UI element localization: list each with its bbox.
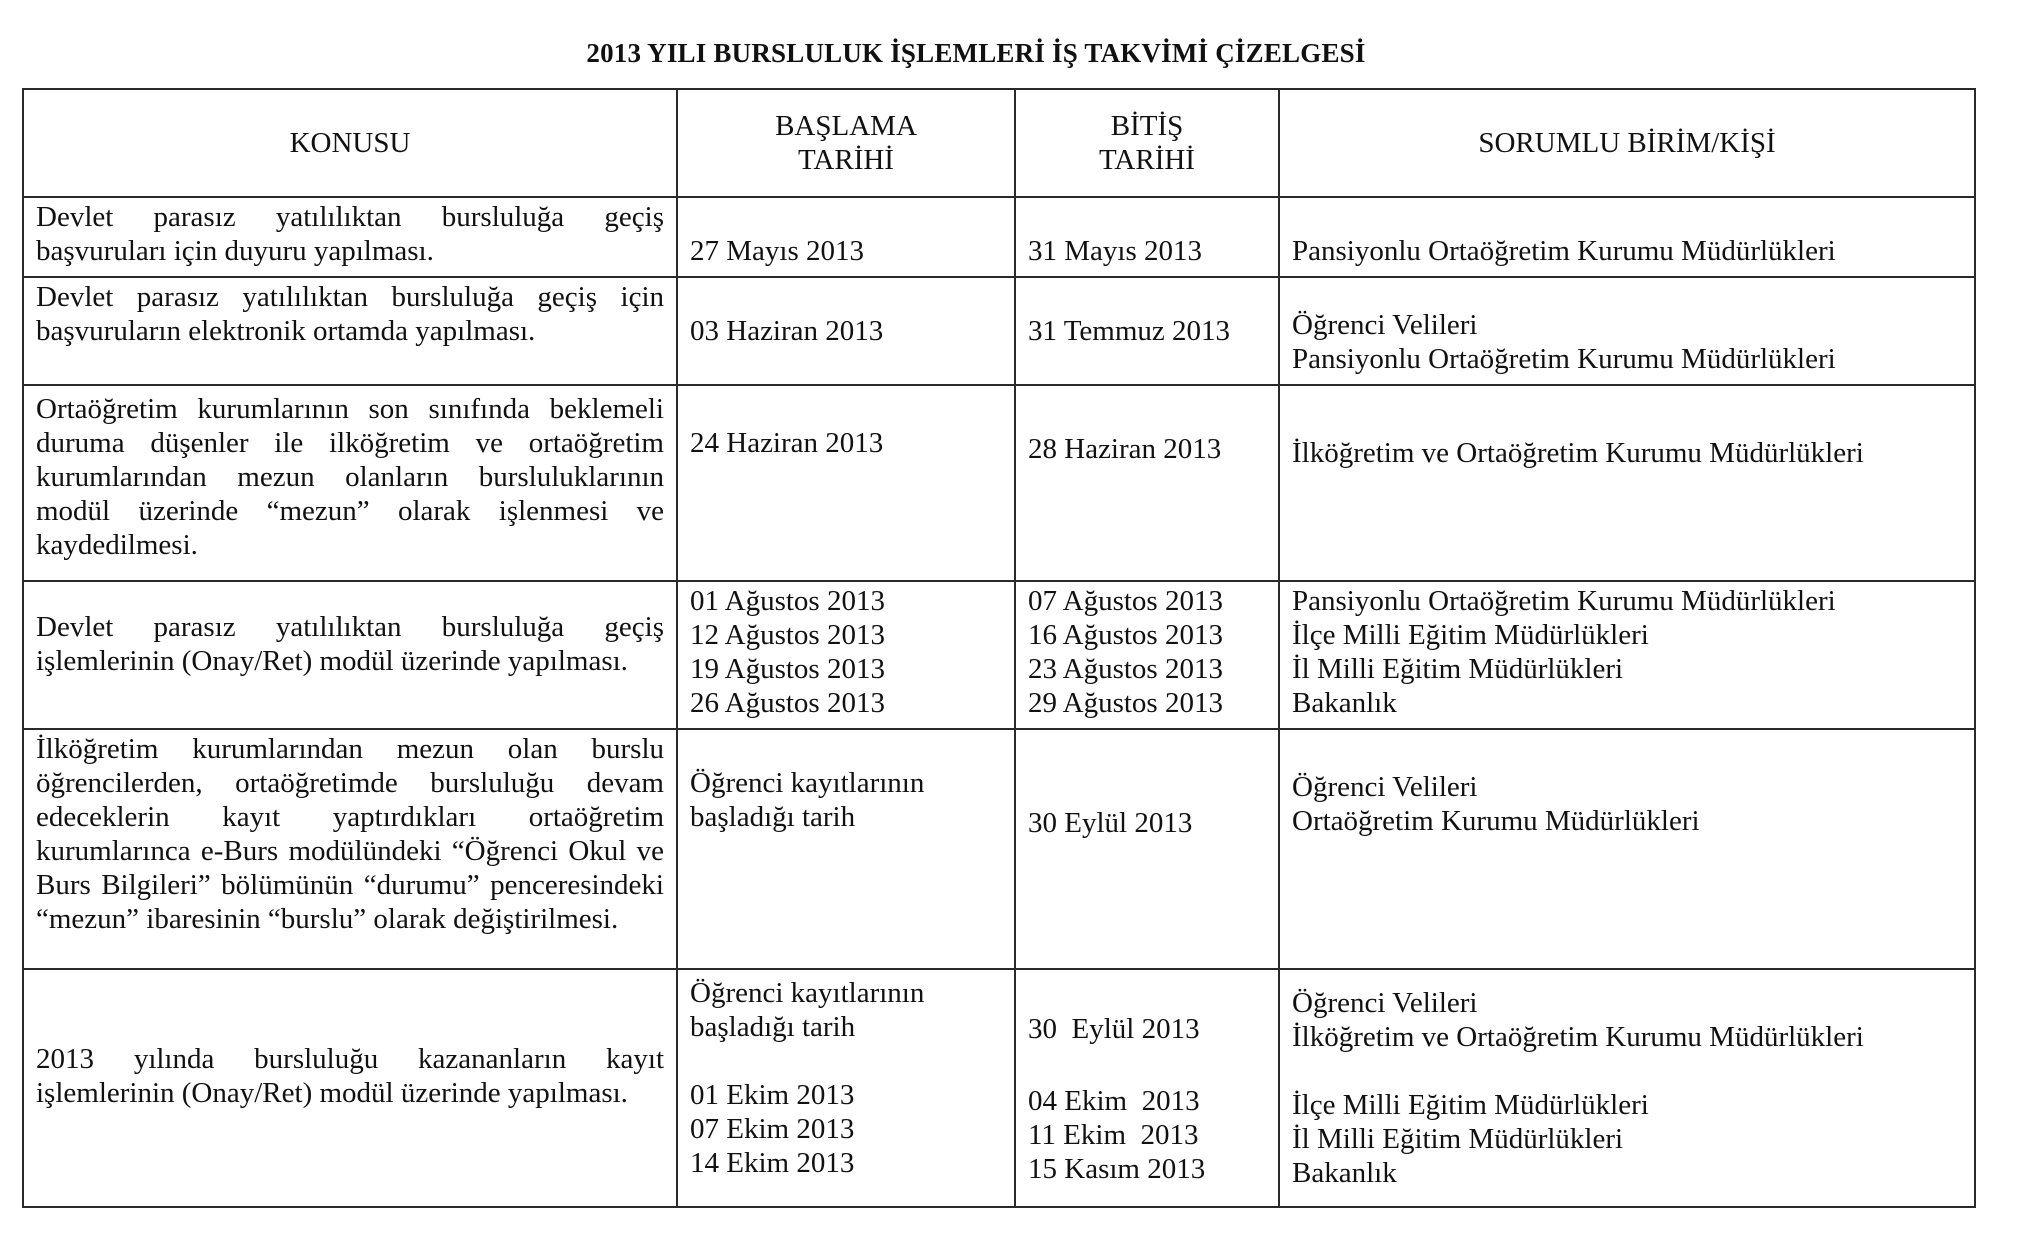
- date-text: 01 Ağustos 2013: [690, 585, 885, 617]
- bitis-cell: [1015, 969, 1279, 1207]
- header-bitis: [1015, 89, 1279, 197]
- baslama-cell: [677, 729, 1015, 969]
- header-baslama-line1: BAŞLAMA: [775, 110, 917, 142]
- date-text: 29 Ağustos 2013: [1028, 687, 1223, 719]
- responsible-text: Öğrenci Velileri: [1292, 987, 1478, 1019]
- table-row: [23, 969, 1975, 1207]
- header-konu: KONUSU: [23, 89, 677, 197]
- table-row: [23, 581, 1975, 729]
- header-bitis-line1: BİTİŞ: [1110, 110, 1184, 142]
- responsible-text: Pansiyonlu Ortaöğretim Kurumu Müdürlükleri: [1292, 235, 1836, 267]
- date-text: 27 Mayıs 2013: [690, 235, 864, 267]
- konu-cell: Devlet parasız yatılılıktan bursluluğa geçiş için başvuruların elektronik ortamda yapılması.: [23, 277, 677, 385]
- date-text: Öğrenci kayıtlarının: [690, 767, 925, 799]
- sorumlu-cell: [1279, 197, 1975, 277]
- bitis-cell: [1015, 581, 1279, 729]
- header-baslama-line2: TARİHİ: [798, 144, 894, 176]
- bitis-cell: [1015, 277, 1279, 385]
- responsible-text: İlköğretim ve Ortaöğretim Kurumu Müdürlükleri: [1292, 437, 1864, 469]
- baslama-cell: [677, 581, 1015, 729]
- sorumlu-cell: [1279, 277, 1975, 385]
- bitis-cell: [1015, 729, 1279, 969]
- responsible-text: İl Milli Eğitim Müdürlükleri: [1292, 1123, 1624, 1155]
- date-text: 31 Temmuz 2013: [1028, 315, 1231, 347]
- date-text: 14 Ekim 2013: [690, 1147, 855, 1179]
- responsible-text: Ortaöğretim Kurumu Müdürlükleri: [1292, 805, 1700, 837]
- header-baslama: [677, 89, 1015, 197]
- sorumlu-cell: [1279, 385, 1975, 581]
- konu-cell: İlköğretim kurumlarından mezun olan burslu öğrencilerden, ortaöğretimde bursluluğu devam edeceklerin kayıt yaptırdıkları ortaöğretim kurumlarınca e-Burs modülündeki “Öğrenci Okul ve Burs Bilgileri” bölümünün “durumu” penceresindeki “mezun” ibaresinin “burslu” olarak değiştirilmesi.: [23, 729, 677, 969]
- konu-cell: Ortaöğretim kurumlarının son sınıfında beklemeli duruma düşenler ile ilköğretim ve ortaöğretim kurumlarından mezun olanların bursluluklarının modül üzerinde “mezun” olarak işlenmesi ve kaydedilmesi.: [23, 385, 677, 581]
- sorumlu-cell: [1279, 729, 1975, 969]
- responsible-text: Pansiyonlu Ortaöğretim Kurumu Müdürlükleri: [1292, 585, 1836, 617]
- date-text: 23 Ağustos 2013: [1028, 653, 1223, 685]
- sorumlu-cell: [1279, 581, 1975, 729]
- table-row: [23, 729, 1975, 969]
- baslama-cell: [677, 385, 1015, 581]
- date-text: 04 Ekim 2013: [1028, 1085, 1200, 1117]
- responsible-text: Bakanlık: [1292, 1157, 1397, 1189]
- schedule-table: [22, 88, 1976, 1208]
- date-text: 31 Mayıs 2013: [1028, 235, 1202, 267]
- date-text: 12 Ağustos 2013: [690, 619, 885, 651]
- responsible-text: Öğrenci Velileri: [1292, 309, 1478, 341]
- date-text: 30 Eylül 2013: [1028, 1013, 1200, 1045]
- date-text: 11 Ekim 2013: [1028, 1119, 1199, 1151]
- responsible-text: Pansiyonlu Ortaöğretim Kurumu Müdürlükleri: [1292, 343, 1836, 375]
- date-text: 01 Ekim 2013: [690, 1079, 855, 1111]
- table-row: [23, 197, 1975, 277]
- konu-cell: 2013 yılında bursluluğu kazananların kayıt işlemlerinin (Onay/Ret) modül üzerinde yapılması.: [23, 969, 677, 1207]
- date-text: 26 Ağustos 2013: [690, 687, 885, 719]
- responsible-text: İlçe Milli Eğitim Müdürlükleri: [1292, 1089, 1649, 1121]
- baslama-cell: [677, 277, 1015, 385]
- date-text: 19 Ağustos 2013: [690, 653, 885, 685]
- responsible-text: İlçe Milli Eğitim Müdürlükleri: [1292, 619, 1649, 651]
- date-text: 28 Haziran 2013: [1028, 433, 1222, 465]
- date-text: başladığı tarih: [690, 1011, 856, 1043]
- date-text: Öğrenci kayıtlarının: [690, 977, 925, 1009]
- table-row: [23, 277, 1975, 385]
- responsible-text: Bakanlık: [1292, 687, 1397, 719]
- konu-cell: Devlet parasız yatılılıktan bursluluğa geçiş başvuruları için duyuru yapılması.: [23, 197, 677, 277]
- header-row: [23, 89, 1975, 197]
- date-text: 07 Ağustos 2013: [1028, 585, 1223, 617]
- date-text: 15 Kasım 2013: [1028, 1153, 1206, 1185]
- page-title: 2013 YILI BURSLULUK İŞLEMLERİ İŞ TAKVİMİ ÇİZELGESİ: [586, 38, 1366, 68]
- sorumlu-cell: [1279, 969, 1975, 1207]
- responsible-text: Öğrenci Velileri: [1292, 771, 1478, 803]
- date-text: 07 Ekim 2013: [690, 1113, 855, 1145]
- bitis-cell: [1015, 197, 1279, 277]
- baslama-cell: [677, 197, 1015, 277]
- header-bitis-line2: TARİHİ: [1099, 144, 1195, 176]
- date-text: 16 Ağustos 2013: [1028, 619, 1223, 651]
- date-text: başladığı tarih: [690, 801, 856, 833]
- konu-cell: Devlet parasız yatılılıktan bursluluğa geçiş işlemlerinin (Onay/Ret) modül üzerinde yapılması.: [23, 581, 677, 729]
- table-row: [23, 385, 1975, 581]
- baslama-cell: [677, 969, 1015, 1207]
- date-text: 30 Eylül 2013: [1028, 807, 1193, 839]
- responsible-text: İlköğretim ve Ortaöğretim Kurumu Müdürlükleri: [1292, 1021, 1864, 1053]
- date-text: 24 Haziran 2013: [690, 427, 884, 459]
- bitis-cell: [1015, 385, 1279, 581]
- header-sorumlu: SORUMLU BİRİM/KİŞİ: [1279, 89, 1975, 197]
- responsible-text: İl Milli Eğitim Müdürlükleri: [1292, 653, 1624, 685]
- date-text: 03 Haziran 2013: [690, 315, 884, 347]
